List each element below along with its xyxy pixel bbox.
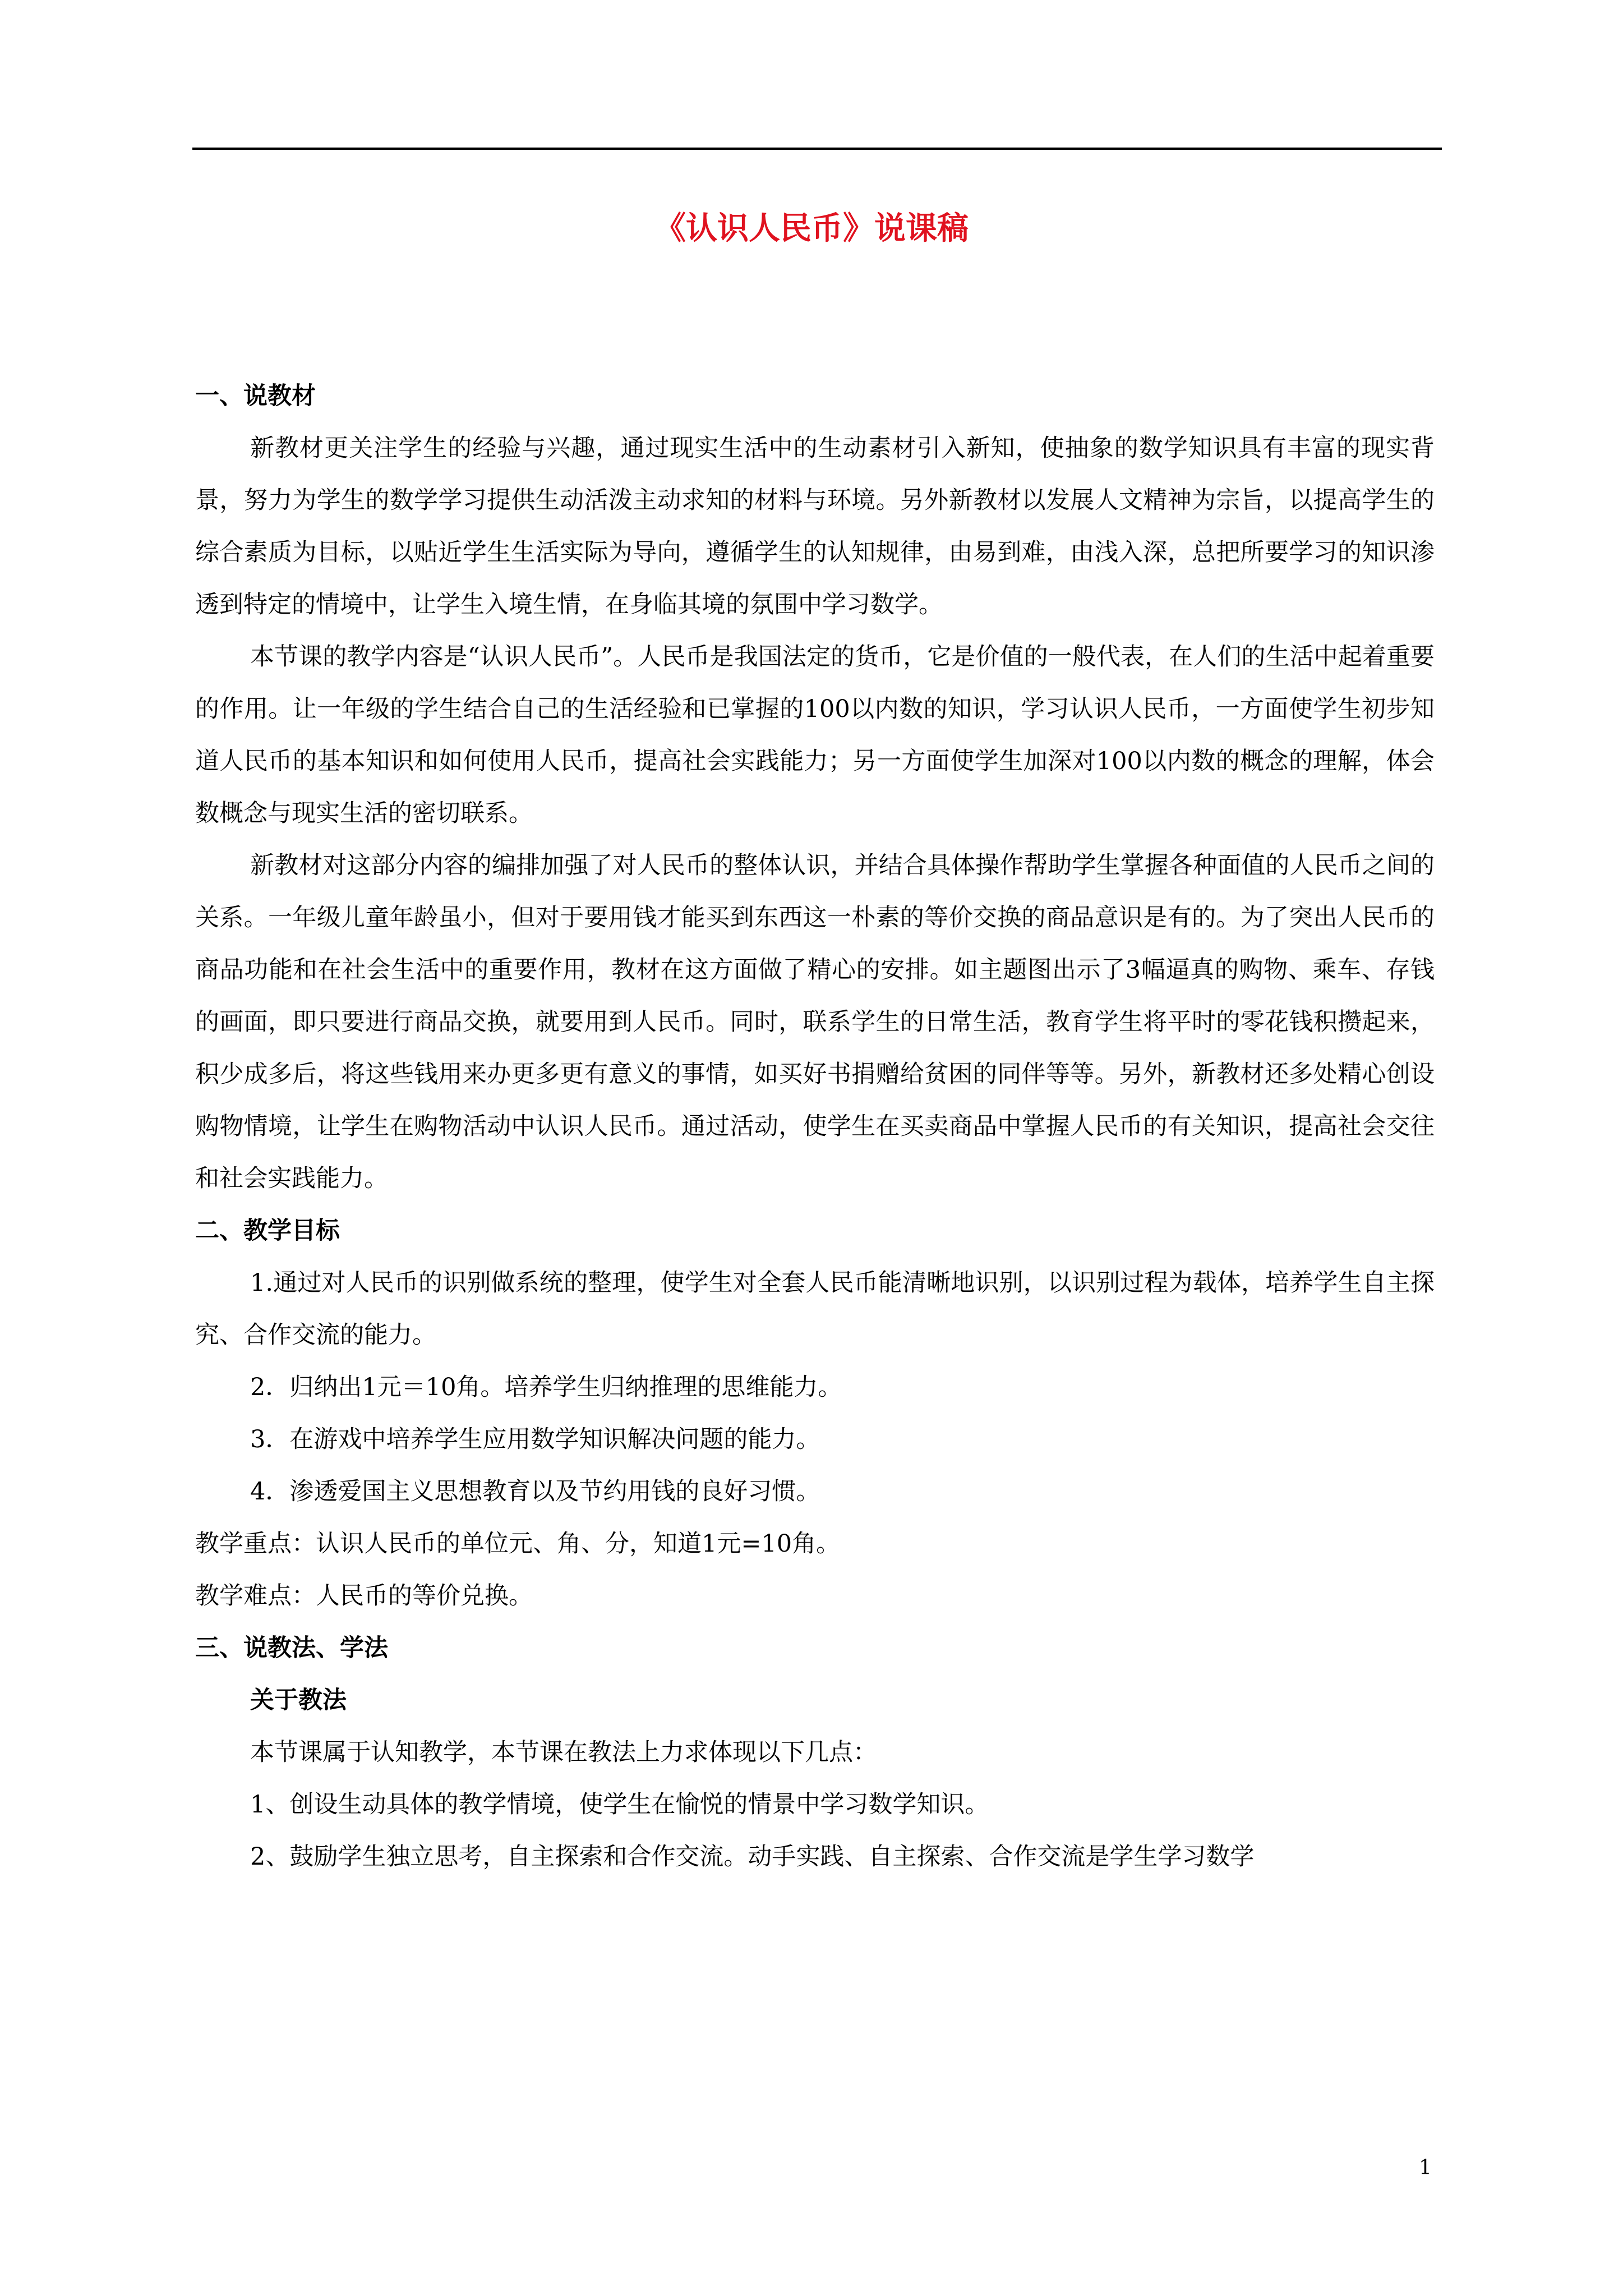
key-point: 教学重点：认识人民币的单位元、角、分，知道1元=10角。 bbox=[195, 1530, 841, 1558]
goal-item: 3．在游戏中培养学生应用数学知识解决问题的能力。 bbox=[250, 1425, 820, 1453]
section-heading: 一、说教材 bbox=[195, 382, 316, 410]
paragraph: 本节课属于认知教学，本节课在教法上力求体现以下几点： bbox=[250, 1738, 877, 1766]
paragraph: 本节课的教学内容是“认识人民币”。人民币是我国法定的货币，它是价值的一般代表，在人们的生活中起着重要的作用。让一年级的学生结合自己的生活经验和已掌握的100以内数的知识，学习认识人民币，一方面使学生初步知道人民币的基本知识和如何使用人民币，提高社会实践能力；另一方面使学生加深对100以内数的概念的理解，体会数概念与现实生活的密切联系。 bbox=[195, 643, 1435, 827]
page-number: 1 bbox=[1419, 2156, 1432, 2179]
section-heading: 二、教学目标 bbox=[195, 1217, 340, 1245]
method-item: 1、创设生动具体的教学情境，使学生在愉悦的情景中学习数学知识。 bbox=[250, 1791, 989, 1819]
goal-item: 1.通过对人民币的识别做系统的整理，使学生对全套人民币能清晰地识别，以识别过程为载体，培养学生自主探究、合作交流的能力。 bbox=[195, 1269, 1435, 1349]
document-title: 《认识人民币》说课稿 bbox=[654, 210, 969, 247]
method-item: 2、鼓励学生独立思考，自主探索和合作交流。动手实践、自主探索、合作交流是学生学习数学 bbox=[250, 1843, 1255, 1871]
paragraph: 新教材对这部分内容的编排加强了对人民币的整体认识，并结合具体操作帮助学生掌握各种面值的人民币之间的关系。一年级儿童年龄虽小，但对于要用钱才能买到东西这一朴素的等价交换的商品意识是有的。为了突出人民币的商品功能和在社会生活中的重要作用，教材在这方面做了精心的安排。如主题图出示了3幅逼真的购物、乘车、存钱的画面，即只要进行商品交换，就要用到人民币。同时，联系学生的日常生活，教育学生将平时的零花钱积攒起来，积少成多后，将这些钱用来办更多更有意义的事情，如买好书捐赠给贫困的同伴等等。另外，新教材还多处精心创设购物情境，让学生在购物活动中认识人民币。通过活动，使学生在买卖商品中掌握人民币的有关知识，提高社会交往和社会实践能力。 bbox=[195, 852, 1435, 1193]
difficulty-point: 教学难点：人民币的等价兑换。 bbox=[195, 1582, 533, 1610]
document-body bbox=[195, 370, 1435, 1883]
goal-item: 4．渗透爱国主义思想教育以及节约用钱的良好习惯。 bbox=[250, 1478, 820, 1506]
subsection-heading: 关于教法 bbox=[250, 1686, 347, 1714]
paragraph: 新教材更关注学生的经验与兴趣，通过现实生活中的生动素材引入新知，使抽象的数学知识具有丰富的现实背景，努力为学生的数学学习提供生动活泼主动求知的材料与环境。另外新教材以发展人文精神为宗旨，以提高学生的综合素质为目标，以贴近学生生活实际为导向，遵循学生的认知规律，由易到难，由浅入深，总把所要学习的知识渗透到特定的情境中，让学生入境生情，在身临其境的氛围中学习数学。 bbox=[195, 434, 1435, 619]
goal-item: 2．归纳出1元＝10角。培养学生归纳推理的思维能力。 bbox=[250, 1373, 842, 1401]
section-heading: 三、说教法、学法 bbox=[195, 1634, 388, 1662]
header-rule bbox=[192, 148, 1442, 150]
